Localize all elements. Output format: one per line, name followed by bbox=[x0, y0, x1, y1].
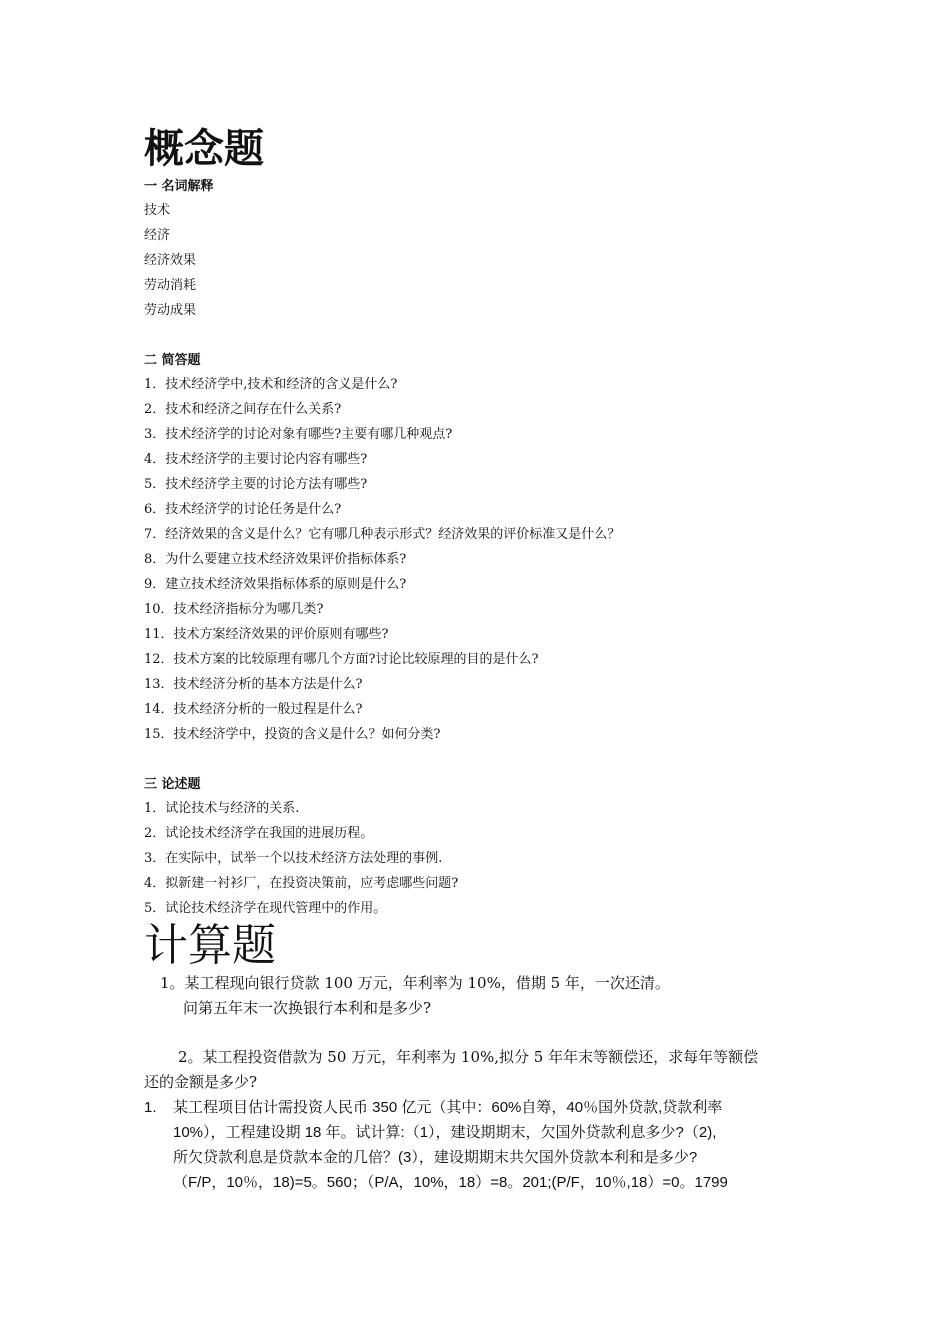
question-item: 8．为什么要建立技术经济效果评价指标体系? bbox=[144, 552, 407, 567]
problem-1-line-1: 1。某工程现向银行贷款 100 万元，年利率为 10%，借期 5 年，一次还清。 bbox=[160, 974, 670, 992]
question-item: 1．技术经济学中,技术和经济的含义是什么? bbox=[144, 377, 398, 392]
term-item: 劳动消耗 bbox=[144, 278, 197, 293]
problem-2-line-2: 还的金额是多少? bbox=[144, 1073, 258, 1091]
section-heading-short-answer: 二 简答题 bbox=[144, 353, 201, 368]
question-item: 5．技术经济学主要的讨论方法有哪些? bbox=[144, 477, 368, 492]
question-item: 2．技术和经济之间存在什么关系? bbox=[144, 402, 342, 417]
essay-item: 2．试论技术经济学在我国的进展历程。 bbox=[144, 826, 374, 841]
section-heading-essay: 三 论述题 bbox=[144, 777, 201, 792]
section-heading-terms: 一 名词解释 bbox=[144, 179, 214, 194]
question-item: 9．建立技术经济效果指标体系的原则是什么? bbox=[144, 577, 407, 592]
question-item: 12．技术方案的比较原理有哪几个方面?讨论比较原理的目的是什么? bbox=[144, 652, 539, 667]
problem-3-line-2: 10%），工程建设期 18 年。试计算:（1），建设期期末，欠国外贷款利息多少?（2), bbox=[173, 1124, 717, 1141]
question-item: 6．技术经济学的讨论任务是什么? bbox=[144, 502, 342, 517]
term-item: 经济效果 bbox=[144, 253, 197, 268]
question-item: 3．技术经济学的讨论对象有哪些?主要有哪几种观点? bbox=[144, 427, 453, 442]
problem-3-line-4: （F/P，10％，18)=5。560；（P/A，10%，18）=8。201;(P/F，10％,18）=0。1799 bbox=[173, 1174, 728, 1191]
problem-3-line-3: 所欠贷款利息是贷款本金的几倍？(3），建设期期末共欠国外贷款本利和是多少? bbox=[173, 1149, 698, 1166]
question-item: 15．技术经济学中，投资的含义是什么？如何分类? bbox=[144, 727, 441, 742]
term-item: 技术 bbox=[144, 203, 171, 218]
question-item: 10．技术经济指标分为哪几类? bbox=[144, 602, 324, 617]
essay-item: 1．试论技术与经济的关系. bbox=[144, 801, 300, 816]
question-item: 11．技术方案经济效果的评价原则有哪些? bbox=[144, 627, 389, 642]
problem-3-line-1: 某工程项目估计需投资人民币 350 亿元（其中：60%自筹，40％国外贷款,贷款利率 bbox=[173, 1099, 723, 1116]
concept-title: 概念题 bbox=[144, 125, 264, 172]
problem-2-line-1: 2。某工程投资借款为 50 万元，年利率为 10%,拟分 5 年年末等额偿还，求每年等额偿 bbox=[178, 1048, 759, 1066]
question-item: 4．技术经济学的主要讨论内容有哪些? bbox=[144, 452, 368, 467]
question-item: 14．技术经济分析的一般过程是什么? bbox=[144, 702, 363, 717]
problem-3-number: 1. bbox=[144, 1099, 157, 1116]
calc-title: 计算题 bbox=[144, 920, 276, 971]
term-item: 经济 bbox=[144, 228, 171, 243]
essay-item: 3．在实际中，试举一个以技术经济方法处理的事例. bbox=[144, 851, 443, 866]
problem-1-line-2: 问第五年末一次换银行本利和是多少? bbox=[183, 999, 432, 1017]
question-item: 7．经济效果的含义是什么？它有哪几种表示形式？经济效果的评价标准又是什么？ bbox=[144, 527, 621, 542]
question-item: 13．技术经济分析的基本方法是什么? bbox=[144, 677, 363, 692]
essay-item: 5．试论技术经济学在现代管理中的作用。 bbox=[144, 901, 387, 916]
essay-item: 4．拟新建一衬衫厂，在投资决策前，应考虑哪些问题? bbox=[144, 876, 459, 891]
term-item: 劳动成果 bbox=[144, 303, 197, 318]
